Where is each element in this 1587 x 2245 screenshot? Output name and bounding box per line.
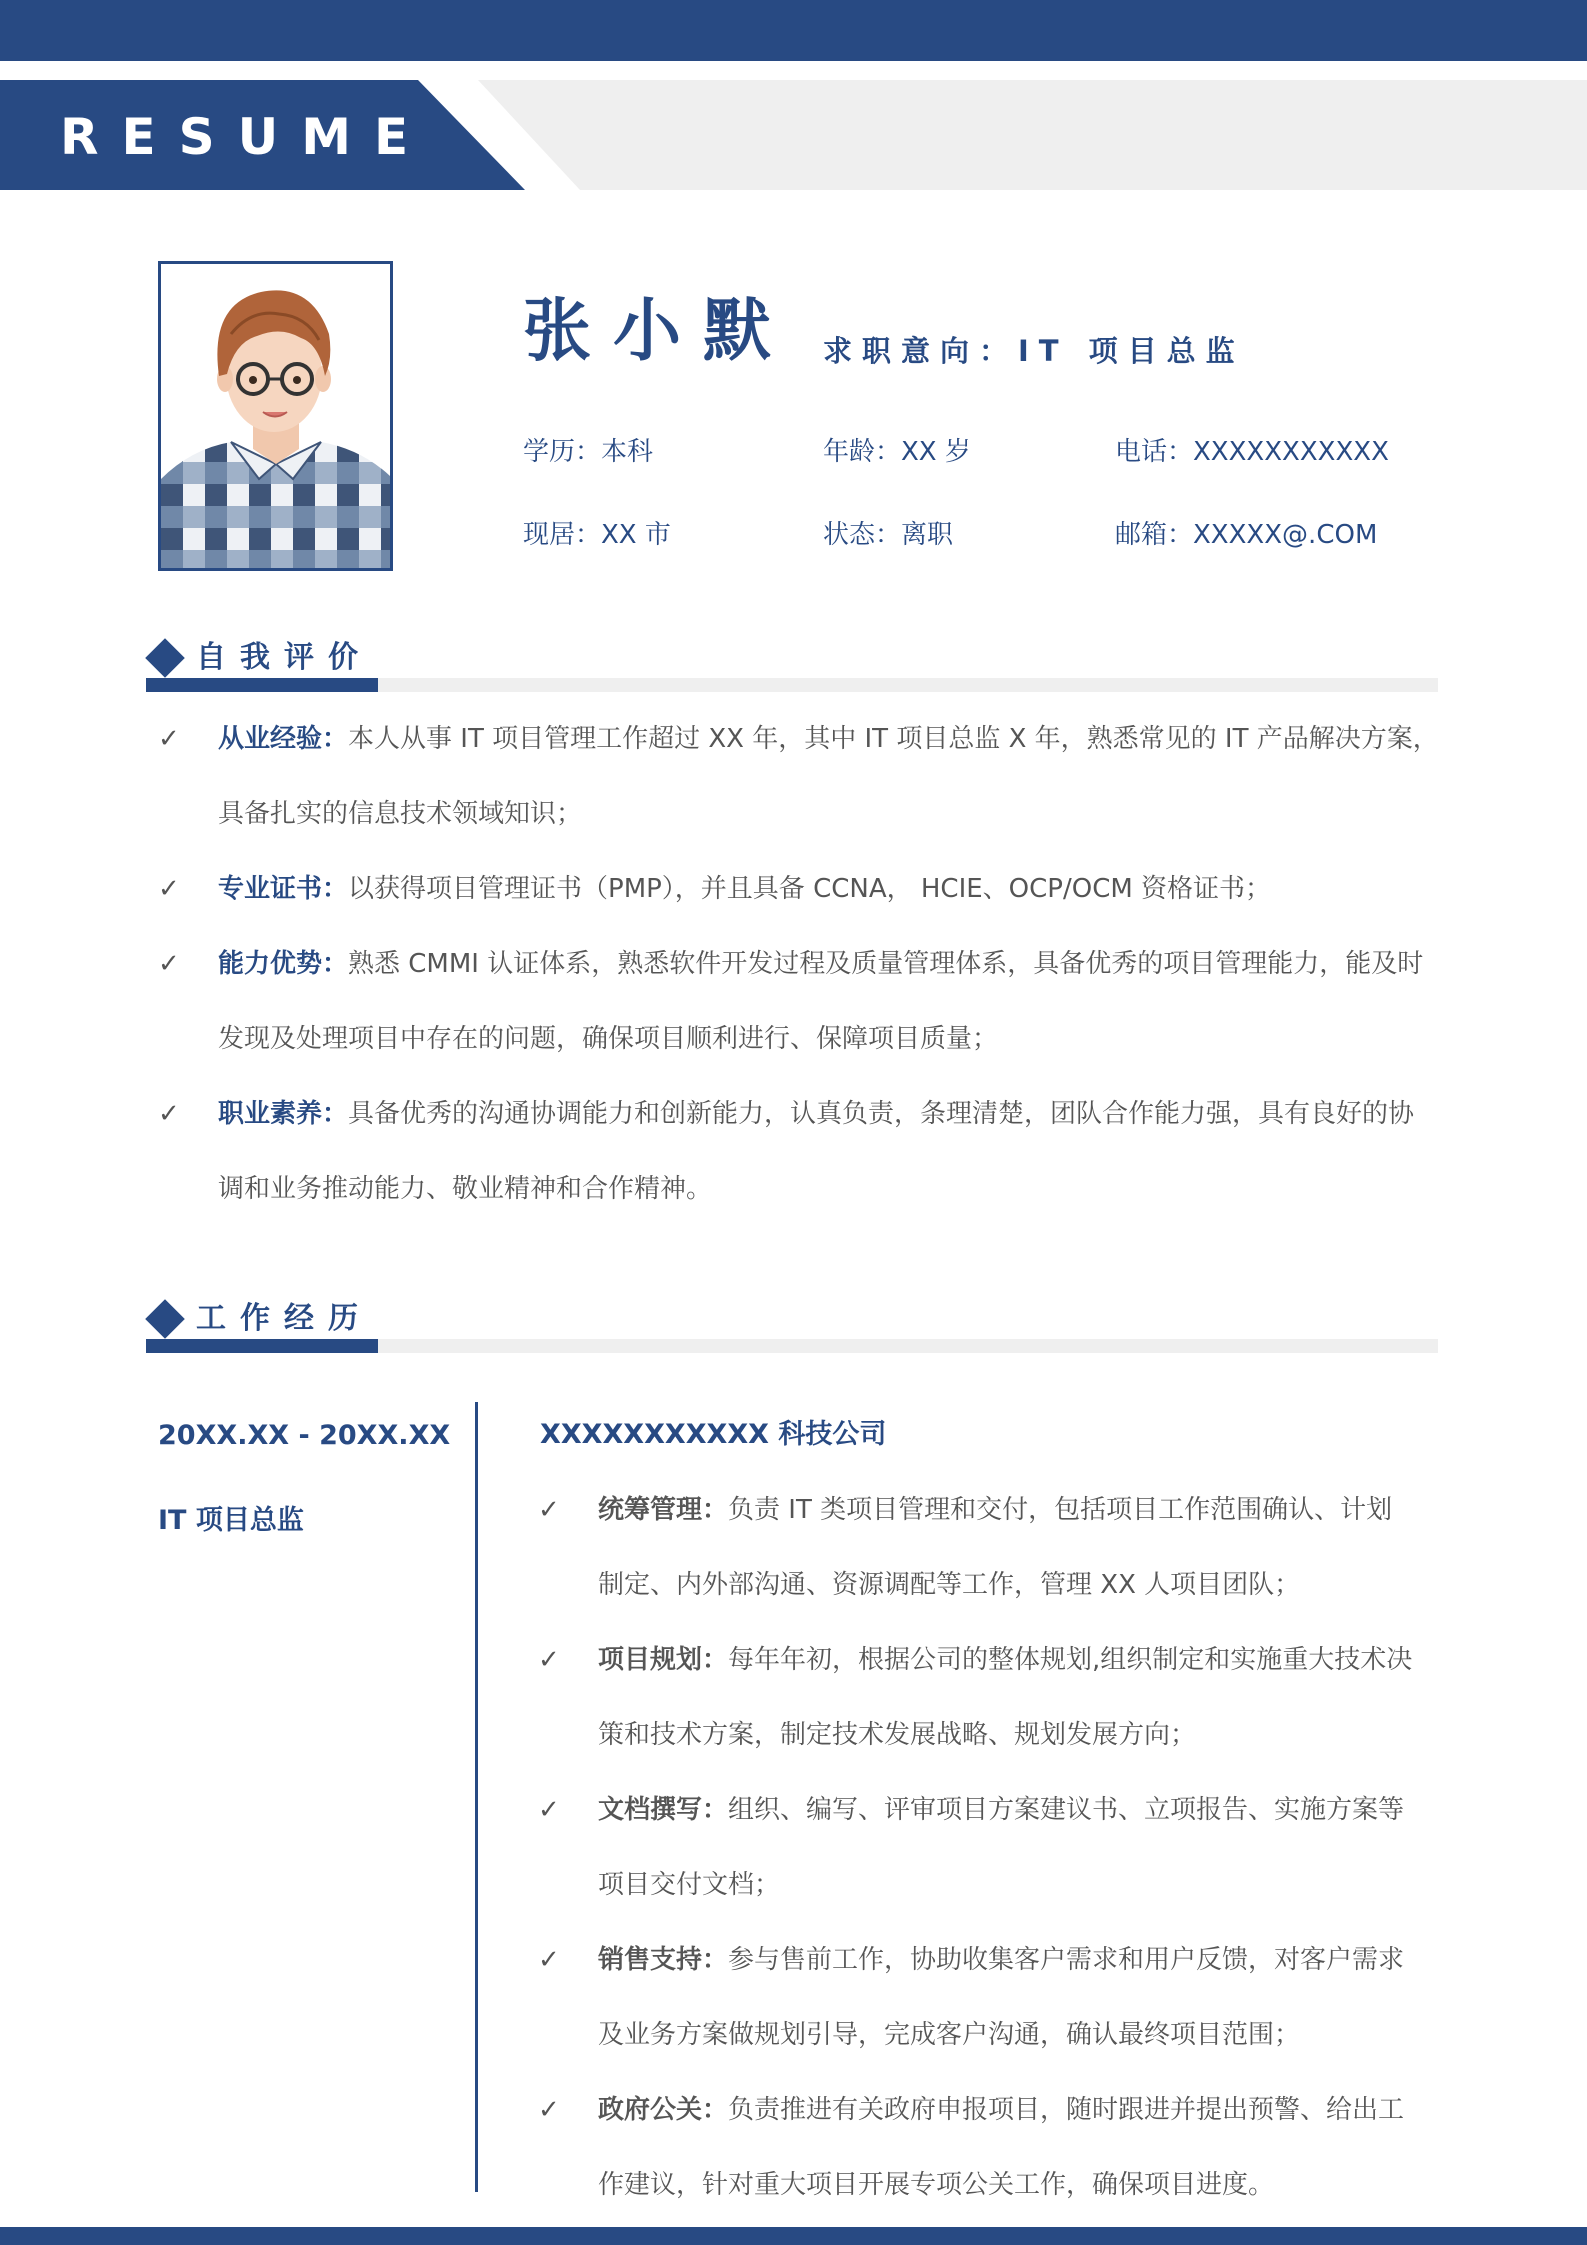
check-icon: ✓ [538,1645,560,1675]
check-icon: ✓ [158,724,180,754]
top-bar [0,0,1587,61]
item-text: 负责 IT 类项目管理和交付，包括项目工作范围确认、计划制定、内外部沟通、资源调配等工作，管理 XX 人项目团队； [598,1495,1393,1600]
item-text: 每年年初，根据公司的整体规划,组织制定和实施重大技术决策和技术方案，制定技术发展战略、规划发展方向； [598,1645,1413,1750]
item-label: 从业经验： [218,724,349,754]
section-title: 工作经历 [196,1301,372,1336]
info-email: 邮箱：XXXXX@.COM [1115,520,1378,550]
item-label: 文档撰写： [598,1795,729,1825]
diamond-icon [145,638,185,678]
vertical-divider [475,1402,478,2192]
check-icon: ✓ [158,949,180,979]
list-item [158,702,1440,852]
item-text: 参与售前工作，协助收集客户需求和用户反馈，对客户需求及业务方案做规划引导，完成客户沟通，确认最终项目范围； [598,1945,1405,2050]
item-label: 专业证书： [218,874,349,904]
diamond-icon [145,1299,185,1339]
list-item [538,1623,1418,1773]
list-item [158,852,1440,927]
job-intent: 求职意向：IT 项目总监 [823,334,1245,368]
list-item [538,1923,1418,2073]
check-icon: ✓ [158,1099,180,1129]
check-icon: ✓ [538,1795,560,1825]
item-label: 政府公关： [598,2095,729,2125]
item-text: 负责推进有关政府申报项目，随时跟进并提出预警、给出工作建议，针对重大项目开展专项公关工作，确保项目进度。 [598,2095,1405,2200]
list-item [158,927,1440,1077]
section-work [146,1299,1438,1359]
item-text: 本人从事 IT 项目管理工作超过 XX 年，其中 IT 项目总监 X 年，熟悉常见的 IT 产品解决方案，具备扎实的信息技术领域知识； [218,724,1439,829]
list-item [158,1077,1440,1227]
section-self-eval [146,638,1438,698]
bottom-bar [0,2227,1587,2245]
item-label: 统筹管理： [598,1495,729,1525]
list-item [538,1773,1418,1923]
list-item [538,2073,1418,2223]
item-text: 以获得项目管理证书（PMP），并且具备 CCNA， HCIE、OCP/OCM 资格证书； [348,874,1272,904]
section-rule-accent [146,678,378,692]
item-label: 职业素养： [218,1099,349,1129]
work-job-title: IT 项目总监 [158,1505,304,1536]
info-status: 状态：离职 [823,520,954,550]
item-text: 具备优秀的沟通协调能力和创新能力，认真负责，条理清楚，团队合作能力强，具有良好的协调和业务推动能力、敬业精神和合作精神。 [218,1099,1415,1204]
check-icon: ✓ [538,1495,560,1525]
item-text: 熟悉 CMMI 认证体系，熟悉软件开发过程及质量管理体系，具备优秀的项目管理能力，能及时发现及处理项目中存在的问题，确保项目顺利进行、保障项目质量； [218,949,1424,1054]
list-item [538,1473,1418,1623]
info-age: 年龄：XX 岁 [823,437,971,467]
check-icon: ✓ [538,2095,560,2125]
check-icon: ✓ [538,1945,560,1975]
item-label: 项目规划： [598,1645,729,1675]
item-text: 组织、编写、评审项目方案建议书、立项报告、实施方案等项目交付文档； [598,1795,1405,1900]
avatar-illustration [161,264,390,568]
info-phone: 电话：XXXXXXXXXXX [1115,437,1389,467]
check-icon: ✓ [158,874,180,904]
info-education: 学历：本科 [523,437,654,467]
avatar [158,261,393,571]
section-title: 自我评价 [196,640,372,675]
item-label: 能力优势： [218,949,349,979]
company-name: XXXXXXXXXXX 科技公司 [540,1419,887,1450]
resume-label: RESUME [60,108,432,166]
section-rule-accent [146,1339,378,1353]
candidate-name: 张小默 [523,292,794,371]
work-date-range: 20XX.XX - 20XX.XX [158,1420,451,1451]
info-residence: 现居：XX 市 [523,520,671,550]
item-label: 销售支持： [598,1945,729,1975]
